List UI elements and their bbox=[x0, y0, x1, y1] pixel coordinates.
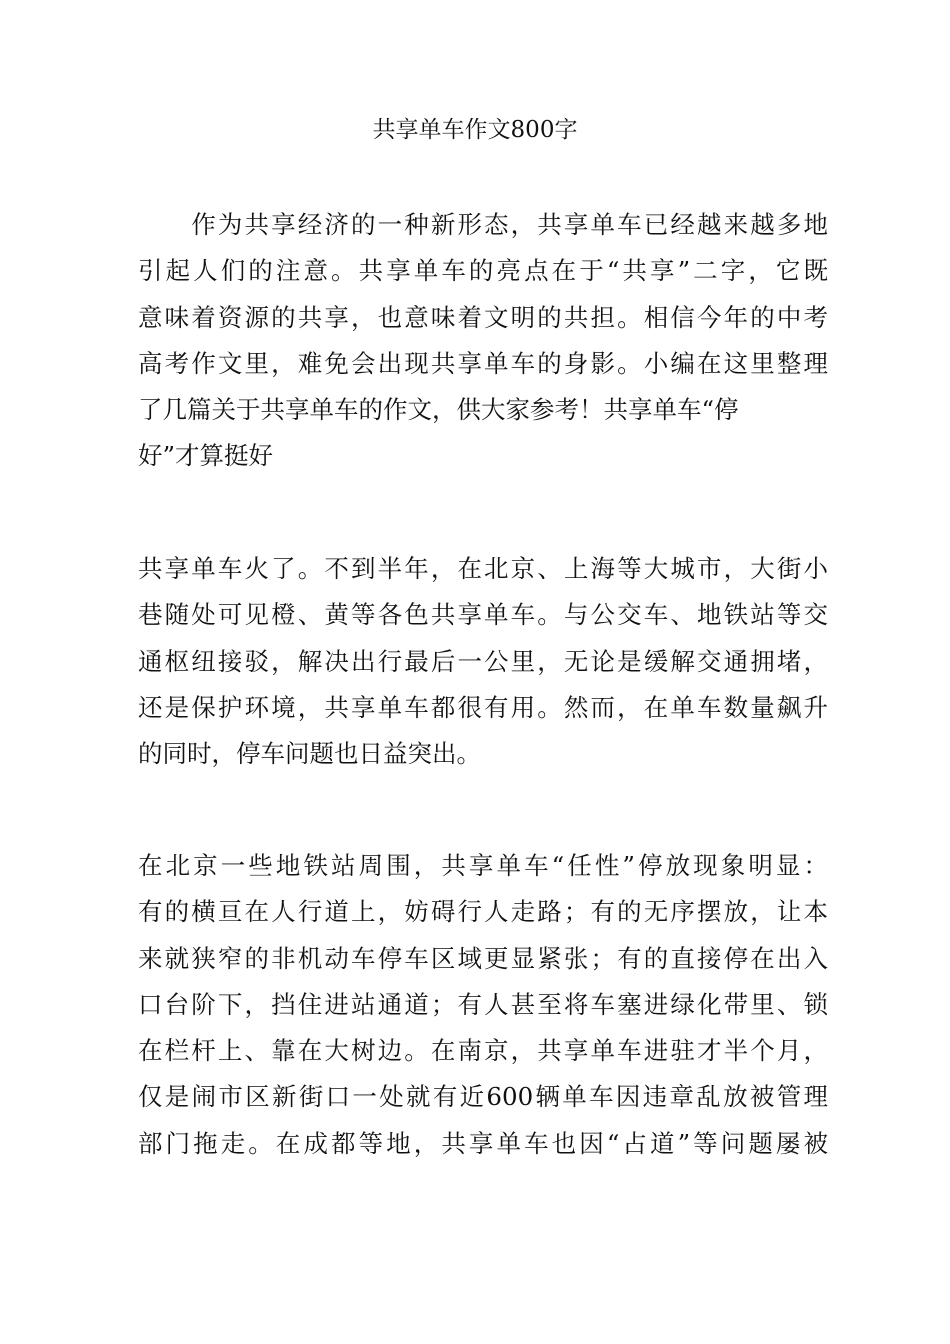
paragraph-line: 引起人们的注意。共享单车的亮点在于“共享”二字，它既 bbox=[138, 256, 828, 286]
paragraph-intro bbox=[138, 202, 828, 480]
paragraph-line: 在北京一些地铁站周围，共享单车“任性”停放现象明显： bbox=[138, 851, 828, 880]
paragraph-line: 在栏杆上、靠在大树边。在南京，共享单车进驻才半个月， bbox=[138, 1036, 828, 1066]
paragraph-line: 有的横亘在人行道上，妨碍行人走路；有的无序摆放，让本 bbox=[138, 897, 828, 927]
paragraph-line: 巷随处可见橙、黄等各色共享单车。与公交车、地铁站等交 bbox=[138, 600, 828, 630]
paragraph-line: 作为共享经济的一种新形态，共享单车已经越来越多地 bbox=[138, 210, 828, 239]
paragraph-line: 仅是闹市区新街口一处就有近600辆单车因违章乱放被管理 bbox=[138, 1082, 828, 1112]
document-title: 共享单车作文800字 bbox=[372, 117, 578, 143]
paragraph-line: 高考作文里，难免会出现共享单车的身影。小编在这里整理 bbox=[138, 348, 828, 378]
paragraph-popularity bbox=[138, 546, 828, 777]
paragraph-line: 口台阶下，挡住进站通道；有人甚至将车塞进绿化带里、锁 bbox=[138, 989, 828, 1019]
paragraph-line: 的同时，停车问题也日益突出。 bbox=[138, 739, 481, 769]
paragraph-line: 通枢纽接驳，解决出行最后一公里，无论是缓解交通拥堵， bbox=[138, 646, 828, 676]
paragraph-line: 好”才算挺好 bbox=[138, 441, 274, 471]
paragraph-line: 部门拖走。在成都等地，共享单车也因“占道”等问题屡被 bbox=[138, 1128, 828, 1158]
paragraph-line: 还是保护环境，共享单车都很有用。然而，在单车数量飙升 bbox=[138, 692, 828, 722]
paragraph-parking-problems bbox=[138, 843, 828, 1167]
paragraph-line: 意味着资源的共享，也意味着文明的共担。相信今年的中考 bbox=[138, 302, 828, 332]
paragraph-line: 共享单车火了。不到半年，在北京、上海等大城市，大街小 bbox=[138, 554, 828, 583]
paragraph-line: 了几篇关于共享单车的作文，供大家参考！共享单车“停 bbox=[138, 395, 739, 425]
paragraph-line: 来就狭窄的非机动车停车区域更显紧张；有的直接停在出入 bbox=[138, 943, 828, 973]
